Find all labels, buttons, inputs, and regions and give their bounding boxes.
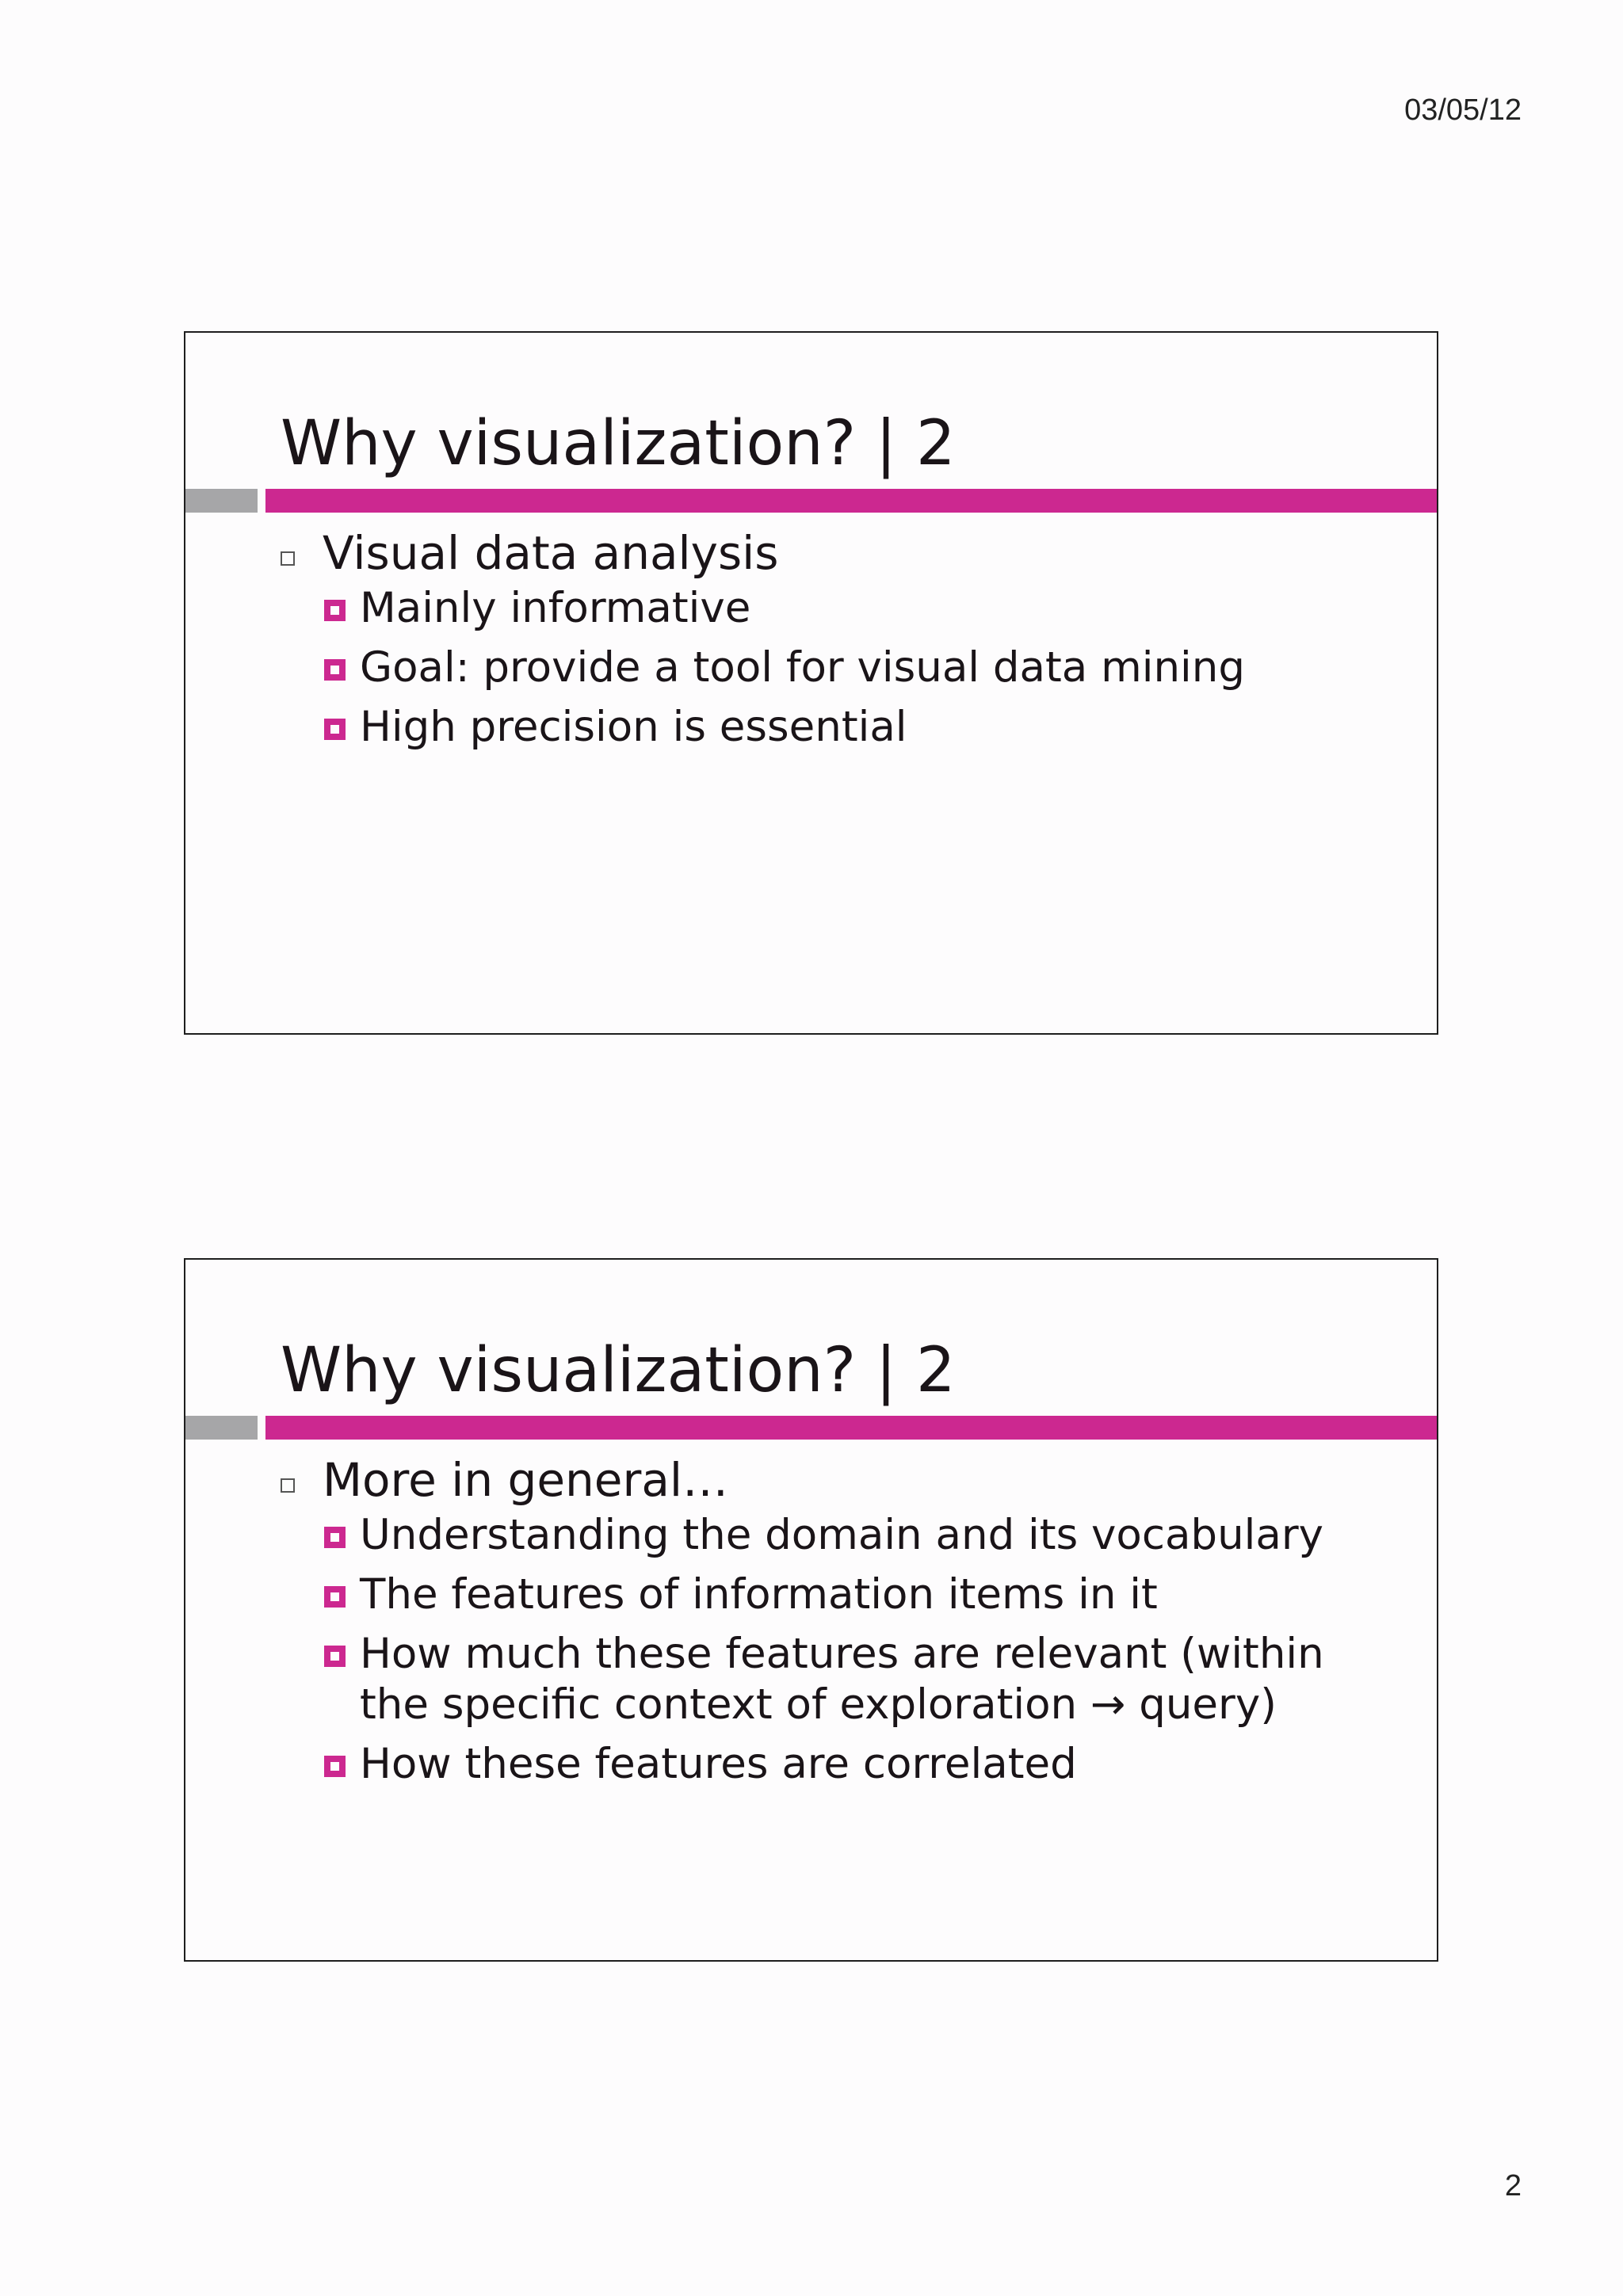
sub-bullet-text: How these features are correlated	[360, 1740, 1077, 1788]
slide-1	[184, 331, 1438, 1035]
title-gray-bar	[185, 489, 258, 513]
sub-bullet-text: Understanding the domain and its vocabulary	[360, 1511, 1324, 1559]
bullet-level-1	[281, 1450, 1389, 1510]
page-number: 2	[1504, 2169, 1522, 2203]
title-gray-bar	[185, 1416, 258, 1440]
sub-bullet	[324, 1569, 1389, 1620]
magenta-square-icon	[324, 1646, 346, 1667]
slide-2	[184, 1258, 1438, 1962]
bullet-text: Visual data analysis	[323, 526, 779, 580]
slide-content	[281, 1450, 1389, 1798]
magenta-square-icon	[324, 1586, 346, 1608]
sub-bullet-text: How much these features are relevant (within the specific context of exploration → query)	[360, 1630, 1324, 1729]
hollow-square-icon	[281, 1478, 295, 1493]
sub-bullet	[324, 1739, 1389, 1790]
title-accent-bar	[265, 1416, 1437, 1440]
slide-content	[281, 523, 1389, 761]
hollow-square-icon	[281, 551, 295, 566]
sub-bullet-text: High precision is essential	[360, 703, 907, 751]
bullet-level-1	[281, 523, 1389, 583]
sub-bullet	[324, 583, 1389, 634]
sub-bullet-text: Goal: provide a tool for visual data mining	[360, 643, 1246, 692]
magenta-square-icon	[324, 1527, 346, 1548]
slide-title: Why visualization? | 2	[281, 1335, 956, 1406]
sub-bullet-list	[281, 583, 1389, 753]
magenta-square-icon	[324, 659, 346, 681]
magenta-square-icon	[324, 1756, 346, 1777]
sub-bullet	[324, 702, 1389, 753]
sub-bullet	[324, 1629, 1389, 1730]
sub-bullet-list	[281, 1510, 1389, 1790]
title-accent-bar	[265, 489, 1437, 513]
page-date: 03/05/12	[1404, 93, 1522, 127]
bullet-text: More in general…	[323, 1453, 728, 1507]
slide-title: Why visualization? | 2	[281, 408, 956, 479]
sub-bullet	[324, 643, 1389, 693]
magenta-square-icon	[324, 719, 346, 740]
sub-bullet-text: The features of information items in it	[360, 1570, 1158, 1619]
sub-bullet-text: Mainly informative	[360, 584, 751, 632]
magenta-square-icon	[324, 600, 346, 621]
sub-bullet	[324, 1510, 1389, 1561]
